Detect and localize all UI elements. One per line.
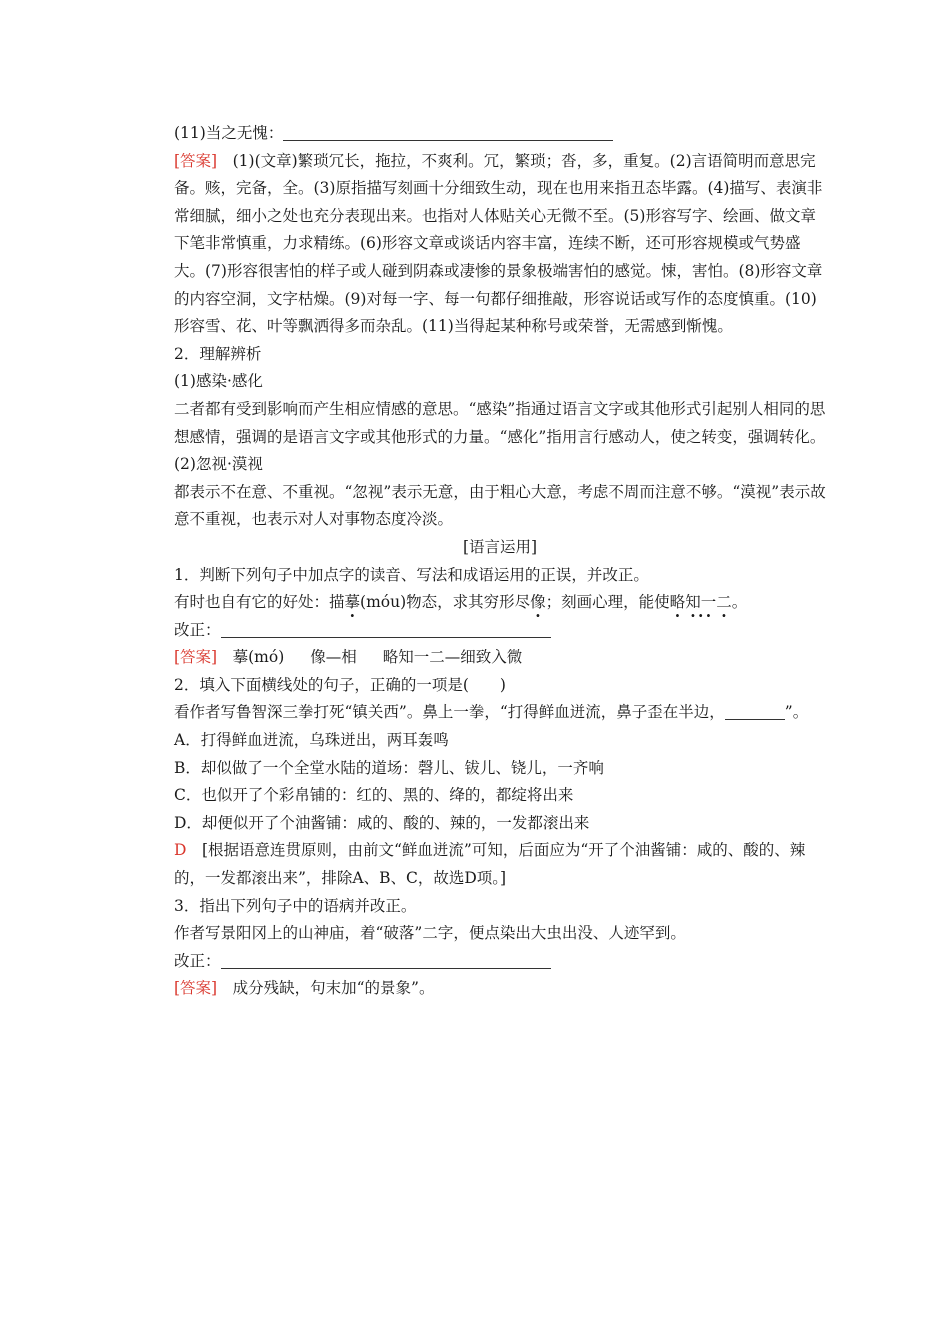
q1-text-b: (móu)物态，求其穷形尽: [360, 593, 531, 612]
q2-context-end: ”。: [784, 703, 809, 722]
answer-blank[interactable]: [725, 701, 785, 720]
dotted-char: 一: [700, 593, 717, 612]
q2-stem: 2．填入下面横线处的句子，正确的一项是( ): [174, 675, 506, 694]
q1-stem: 1．判断下列句子中加点字的读音、写法和成语运用的正误，并改正。: [174, 565, 649, 584]
q2-key: D: [174, 841, 187, 860]
q1-answer-2: 像—相: [310, 648, 357, 667]
q2-option-b: B．却似做了一个全堂水陆的道场：磬儿、钹儿、铙儿，一齐响: [174, 758, 604, 777]
pair2-title: (2)忽视·漠视: [174, 455, 263, 474]
q1-sentence: [174, 589, 826, 617]
q3-answer-text: 成分残缺，句末加“的景象”。: [232, 979, 435, 998]
q2-explanation: [根据语意连贯原则，由前文“鲜血迸流”可知，后面应为“开了个油酱铺：咸的、酸的、辣的，一发都滚出来”，排除A、B、C，故选D项。]: [174, 841, 806, 888]
answer-blank[interactable]: [221, 619, 551, 638]
q3-answer: [174, 975, 826, 1003]
dotted-phrase-3: [670, 593, 732, 611]
fix-label: 改正：: [174, 951, 221, 970]
q2-option-a: A．打得鲜血迸流，乌珠迸出，两耳轰鸣: [174, 731, 449, 750]
q2-answer: [174, 837, 826, 892]
answer-tag: [答案]: [174, 648, 218, 667]
fix-label: 改正：: [174, 620, 221, 639]
q1-text-c: ；刻画心理，能使: [545, 593, 670, 612]
q1-answer-1: 摹(mó): [232, 648, 285, 667]
q1-text-d: 。: [731, 593, 748, 612]
q3-fix-line: [174, 948, 826, 976]
answer-body: (1)(文章)繁琐冗长，拖拉，不爽利。冗，繁琐；沓，多，重复。(2)言语简明而意思完备。赅，完备，全。(3)原指描写刻画十分细致生动，现在也用来指丑态毕露。(4)描写、表演非常细腻，细小之处也充分表现出来。也指对人体贴关心无微不至。(5)形容写字、绘画、做文章下笔非常慎重，力求精练。(6)形容文章或谈话内容丰富，连续不断，还可形容规模或气势盛大。(7)形容很害怕的样子或人碰到阴森或凄惨的景象极端害怕的感觉。悚，害怕。(8)形容文章的内容空洞，文字枯燥。(9)对每一字、每一句都仔细推敲，形容说话或写作的态度慎重。(10)形容雪、花、叶等飘洒得多而杂乱。(11)当得起某种称号或荣誉，无需感到惭愧。: [174, 151, 823, 336]
dotted-char: 知: [685, 593, 701, 612]
q2-context-text: 看作者写鲁智深三拳打死“镇关西”。鼻上一拳，“打得鲜血迸流，鼻子歪在半边，: [174, 703, 725, 722]
dotted-char: 略: [669, 593, 686, 612]
dotted-char-2: 像: [530, 593, 546, 612]
q1-fix-line: [174, 617, 826, 645]
answer-blank[interactable]: [221, 950, 551, 969]
q3-sentence: 作者写景阳冈上的山神庙，着“破落”二字，便点染出大虫出没、人迹罕到。: [174, 924, 686, 943]
answer-blank[interactable]: [283, 122, 613, 141]
q2-option-c: C．也似开了个彩帛铺的：红的、黑的、绛的，都绽将出来: [174, 786, 574, 805]
answer-tag: [答案]: [174, 151, 218, 170]
section-language-use: [语言运用]: [462, 537, 538, 556]
q2-context: [174, 699, 826, 727]
q1-answer: [174, 644, 826, 672]
section2-heading: 2．理解辨析: [174, 344, 262, 363]
q1-answer-3: 略知一二—细致入微: [382, 648, 523, 667]
dotted-char-1: 摹: [344, 593, 361, 612]
q1-text-a: 有时也自有它的好处：描: [174, 593, 345, 612]
q11-label: (11)当之无愧：: [174, 124, 284, 142]
answer-paragraph: [174, 148, 826, 341]
q2-option-d: D．却便似开了个油酱铺：咸的、酸的、辣的，一发都滚出来: [174, 813, 590, 832]
exercise-content: [174, 120, 826, 1003]
dotted-char: 二: [716, 593, 732, 612]
answer-tag: [答案]: [174, 979, 218, 998]
pair2-body: 都表示不在意、不重视。“忽视”表示无意，由于粗心大意，考虑不周而注意不够。“漠视”表示故意不重视，也表示对人对事物态度冷淡。: [174, 482, 826, 529]
q3-stem: 3．指出下列句子中的语病并改正。: [174, 896, 417, 915]
q11-line: [174, 120, 826, 148]
pair1-title: (1)感染·感化: [174, 372, 263, 391]
pair1-body: 二者都有受到影响而产生相应情感的意思。“感染”指通过语言文字或其他形式引起别人相同的思想感情，强调的是语言文字或其他形式的力量。“感化”指用言行感动人，使之转变，强调转化。: [174, 399, 826, 446]
